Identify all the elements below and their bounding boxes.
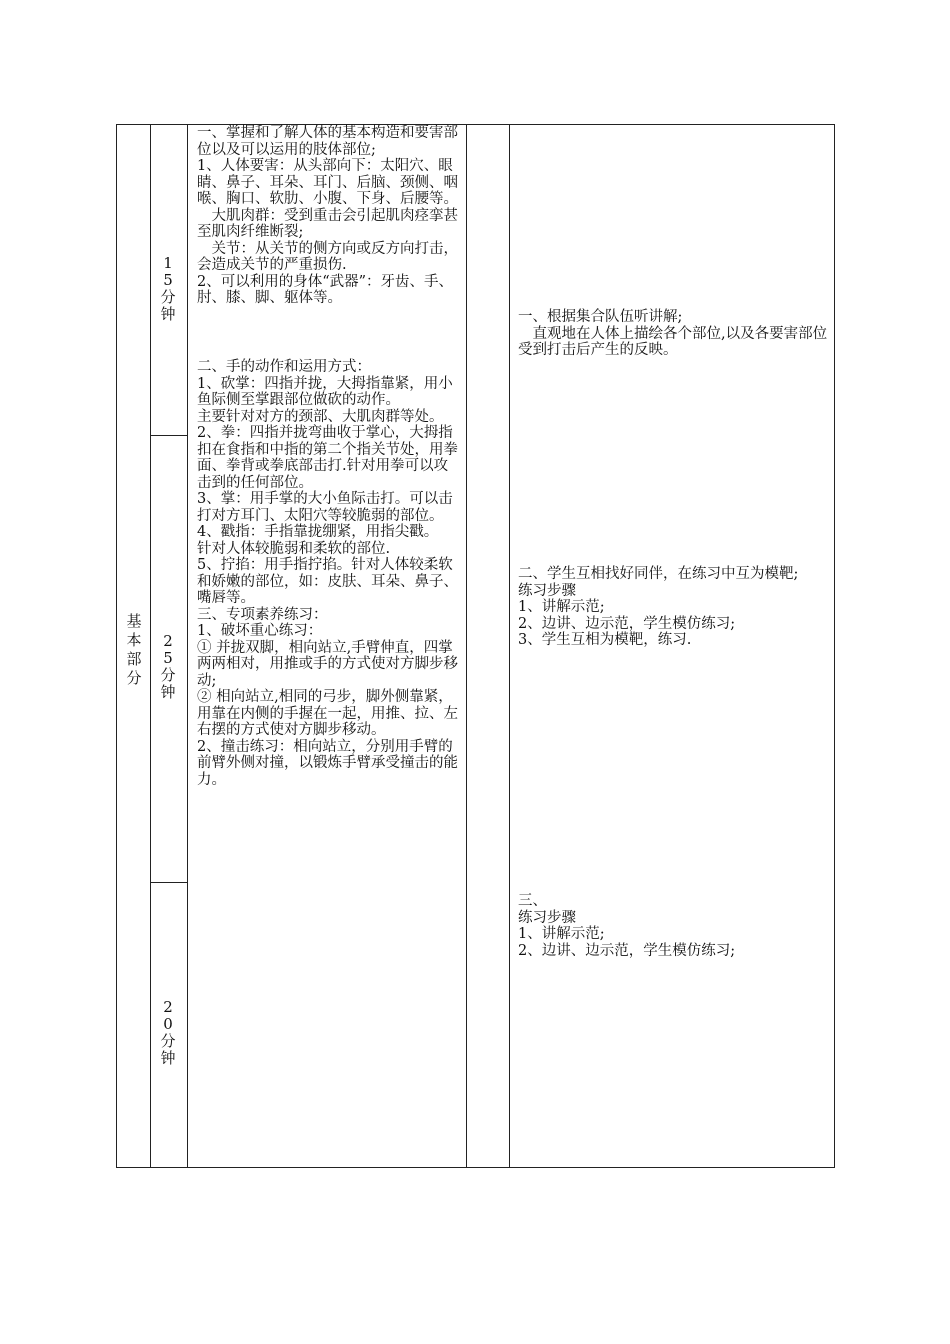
method-block-1: 一、根据集合队伍听讲解; 直观地在人体上描绘各个部位,以及各要害部位受到打击后产生的反映。 xyxy=(518,309,828,358)
method-block-3: 三、 练习步骤 1、讲解示范; 2、边讲、边示范，学生模仿练习; xyxy=(518,893,736,959)
method-block-2: 二、学生互相找好同伴，在练习中互为模靶; 练习步骤 1、讲解示范; 2、边讲、边示范，学生模仿练习; 3、学生互相为模靶，练习. xyxy=(518,566,799,648)
section-label xyxy=(122,612,146,688)
table-border-left xyxy=(116,124,117,1168)
table-border-bottom xyxy=(116,1167,835,1168)
time-slot-25 xyxy=(157,633,179,701)
time-slot-text: 15分钟 xyxy=(160,254,176,323)
column-divider xyxy=(509,124,510,1168)
time-slot-text: 20分钟 xyxy=(160,998,176,1067)
table-border-right xyxy=(834,124,835,1168)
content-part-2: 二、手的动作和运用方式： 1、砍掌：四指并拢，大拇指靠紧，用小鱼际侧至掌跟部位做砍的动作。 主要针对对方的颈部、大肌肉群等处。 2、拳：四指并拢弯曲收于掌心，大拇指扣在食指和中指的第二个指关节处，用拳面、拳背或拳底部击打.针对用拳可以攻击到的任何部位。 3、掌：用手掌的大小鱼际击打。可以击打对方耳门、太阳穴等较脆弱的部位。 4、戳指：手指靠拢绷紧，用指尖戳。 针对人体较脆弱和柔软的部位. 5、拧掐：用手指拧掐。针对人体较柔软和娇嫩的部位，如：皮肤、耳朵、鼻子、嘴唇等。 三、专项素养练习： 1、破坏重心练习： ① 并拢双脚，相向站立,手臂伸直，四掌两两相对，用推或手的方式使对方脚步移动; ② 相向站立,相同的弓步，脚外侧靠紧，用靠在内侧的手握在一起，用推、拉、左右摆的方式使对方脚步移动。 2、撞击练习：相向站立，分别用手臂的前臂外侧对撞，以锻炼手臂承受撞击的能力。 xyxy=(197,359,458,788)
row-divider xyxy=(150,435,187,436)
time-slot-text: 25分钟 xyxy=(160,632,176,701)
row-divider xyxy=(150,882,187,883)
column-divider xyxy=(150,124,151,1168)
column-divider xyxy=(466,124,467,1168)
content-part-1: 一、掌握和了解人体的基本构造和要害部位以及可以运用的肢体部位; 1、人体要害：从头部向下：太阳穴、眼睛、鼻子、耳朵、耳门、后脑、颈侧、咽喉、胸口、软肋、小腹、下身、后腰等。 大肌肉群：受到重击会引起肌肉痉挛甚至肌肉纤维断裂; 关节：从关节的侧方向或反方向打击，会造成关节的严重损伤. 2、可以利用的身体“武器”：牙齿、手、肘、膝、脚、躯体等。 xyxy=(197,125,458,306)
time-slot-20 xyxy=(157,999,179,1067)
section-label-text: 基本部分 xyxy=(126,612,142,687)
time-slot-15 xyxy=(157,255,179,323)
column-divider xyxy=(187,124,188,1168)
